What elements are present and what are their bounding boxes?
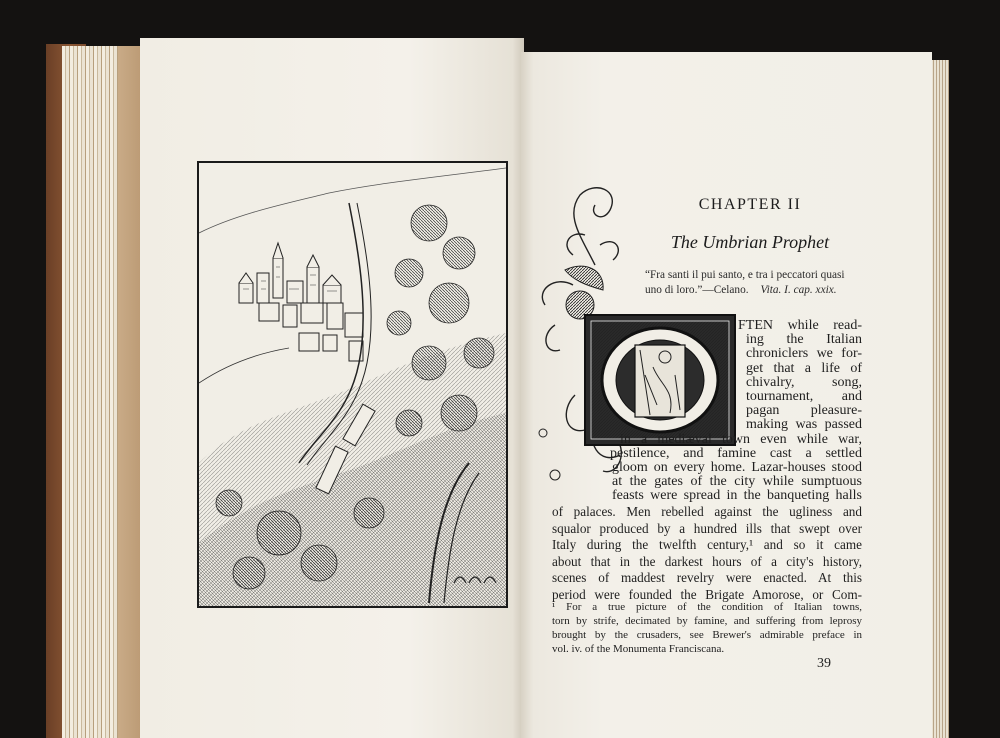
body-line: pagan pleasure- <box>746 403 862 419</box>
footnote-line: vol. iv. of the Monumenta Franciscana. <box>552 643 725 655</box>
body-line: about that in the darkest hours of a city's history, <box>552 553 862 569</box>
illustration-side-caption <box>500 300 514 460</box>
footnote-line: brought by the crusaders, see Brewer's admirable preface in <box>552 629 862 641</box>
body-line: of palaces. Men rebelled against the ugliness and <box>552 504 862 519</box>
body-line: Italy during the twelfth century,¹ and so it came <box>552 537 862 552</box>
footnote-line: torn by strife, decimated by famine, and suffering from leprosy <box>552 615 862 627</box>
footnote-line: ¹ For a true picture of the condition of Italian towns, <box>552 601 862 613</box>
chapter-title: CHAPTER II <box>698 196 802 213</box>
epigraph-source: Vita. I. cap. xxix. <box>760 284 837 296</box>
body-line: pestilence, and famine cast a settled <box>610 445 862 461</box>
body-line: scenes of maddest revelry were enacted. At this <box>552 570 862 585</box>
body-line: get that a life of <box>746 360 862 376</box>
epigraph-line <box>645 283 869 298</box>
page-number: 39 <box>817 656 831 671</box>
body-line: feasts were spread in the banqueting halls <box>612 488 862 504</box>
epigraph-attribution: uno di loro.”—Celano. <box>645 284 749 296</box>
body-line: in a mediæval town even while war, <box>620 431 862 447</box>
body-line: chroniclers we for- <box>746 346 862 362</box>
epigraph <box>645 268 869 298</box>
page-edges-left <box>62 46 148 738</box>
epigraph-line: “Fra santi il pui santo, e tra i peccatori quasi <box>645 269 845 281</box>
body-line: making was passed <box>746 417 862 433</box>
body-line: FTEN while read- <box>738 318 862 333</box>
body-line: squalor produced by a hundred ills that swept over <box>552 520 862 536</box>
body-line: ing the Italian <box>746 332 862 348</box>
body-line: gloom on every home. Lazar-houses stood <box>612 460 862 475</box>
chapter-subtitle: The Umbrian Prophet <box>670 232 830 252</box>
body-line: at the gates of the city while sumptuous <box>612 474 862 490</box>
town-engraving-illustration <box>197 161 508 608</box>
body-line: tournament, and <box>746 389 862 404</box>
body-line: chivalry, song, <box>746 374 862 390</box>
body-line: period were founded the Brigate Amorose, or Com- <box>552 586 862 602</box>
